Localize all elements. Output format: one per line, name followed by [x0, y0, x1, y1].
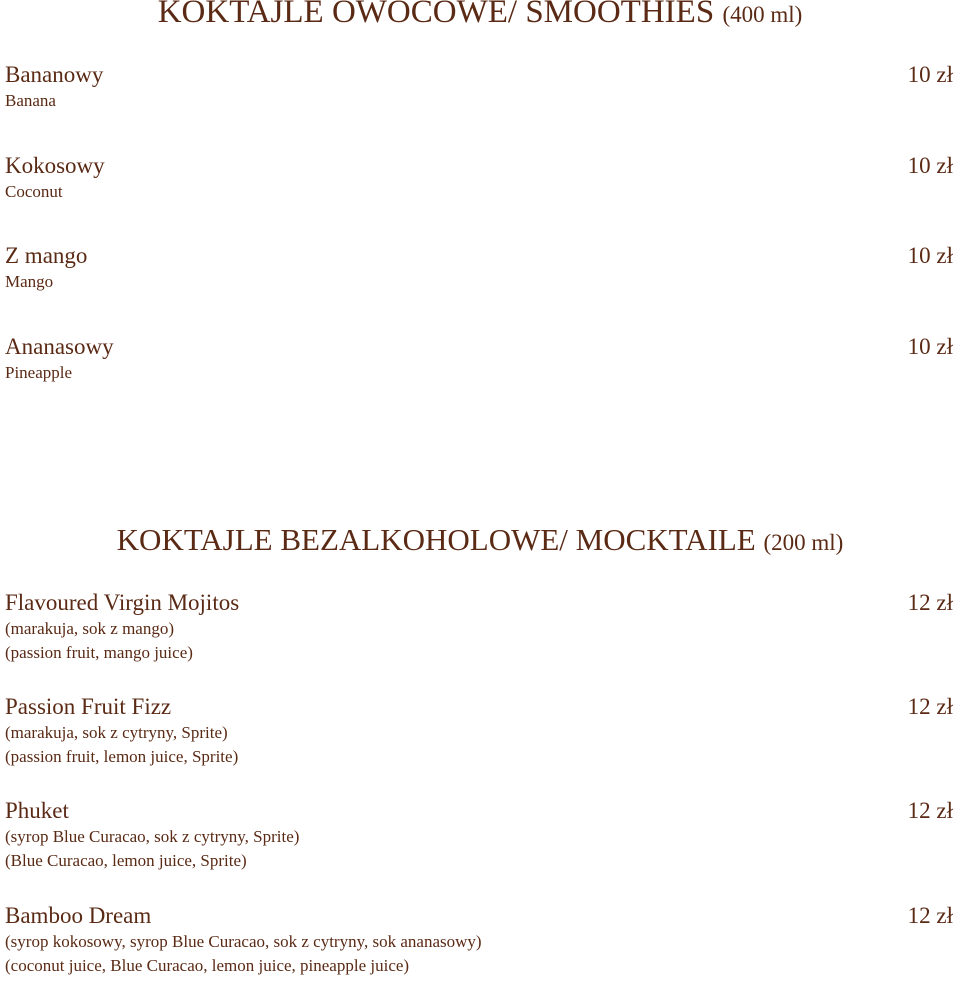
menu-item [5, 63, 955, 109]
section-title: KOKTAJLE BEZALKOHOLOWE/ MOCKTAILE [116, 522, 756, 557]
menu-item [5, 695, 955, 765]
item-name: Phuket [5, 798, 69, 823]
item-description-en: (passion fruit, lemon juice, Sprite) [5, 747, 239, 766]
section-volume: (400 ml) [722, 2, 803, 27]
item-name: Bananowy [5, 62, 104, 87]
item-price: 10 zł [907, 62, 953, 87]
item-price: 12 zł [907, 694, 953, 719]
item-description-en: (Blue Curacao, lemon juice, Sprite) [5, 851, 247, 870]
item-description-en: (passion fruit, mango juice) [5, 643, 193, 662]
menu-item [5, 591, 955, 661]
section-heading [0, 524, 960, 555]
item-description: Banana [5, 91, 56, 110]
item-name: Bamboo Dream [5, 903, 152, 928]
section-heading [0, 0, 960, 29]
item-description-pl: (marakuja, sok z cytryny, Sprite) [5, 723, 228, 742]
item-description-en: (coconut juice, Blue Curacao, lemon juice, pineapple juice) [5, 956, 410, 975]
menu-item [5, 154, 955, 200]
section-title: KOKTAJLE OWOCOWE/ SMOOTHIES [157, 0, 715, 30]
item-price: 12 zł [907, 590, 953, 615]
item-price: 10 zł [907, 243, 953, 268]
menu-item [5, 799, 955, 869]
item-name: Passion Fruit Fizz [5, 694, 172, 719]
item-price: 12 zł [907, 903, 953, 928]
item-description-pl: (syrop kokosowy, syrop Blue Curacao, sok z cytryny, sok ananasowy) [5, 932, 482, 951]
item-description-pl: (syrop Blue Curacao, sok z cytryny, Sprite) [5, 827, 300, 846]
item-name: Kokosowy [5, 153, 105, 178]
item-price: 12 zł [907, 798, 953, 823]
item-name: Ananasowy [5, 334, 114, 359]
menu-item [5, 244, 955, 290]
item-description: Pineapple [5, 363, 73, 382]
section-volume: (200 ml) [763, 530, 844, 555]
menu-item [5, 335, 955, 381]
item-price: 10 zł [907, 334, 953, 359]
item-description-pl: (marakuja, sok z mango) [5, 619, 174, 638]
item-name: Flavoured Virgin Mojitos [5, 590, 240, 615]
item-description: Mango [5, 272, 54, 291]
item-description: Coconut [5, 182, 63, 201]
item-price: 10 zł [907, 153, 953, 178]
item-name: Z mango [5, 243, 88, 268]
menu-item [5, 904, 955, 974]
